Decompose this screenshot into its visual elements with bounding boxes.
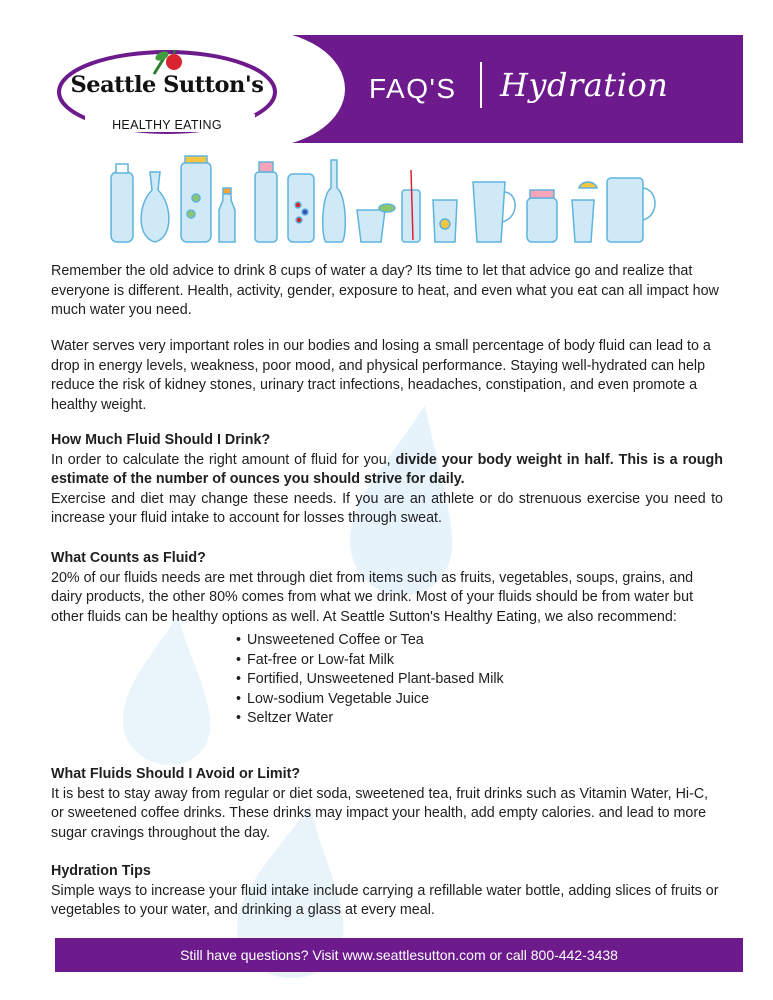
pitcher-icon [473,182,515,242]
section-tips [51,862,723,921]
section-body-2: Exercise and diet may change these needs. If you are an athlete or do strenuous exercise you need to increase your fluid intake to account for losses through sweat. [51,490,723,526]
list-item: • Fat-free or Low-fat Milk [236,651,504,671]
list-item: • Fortified, Unsweetened Plant-based Milk [236,670,504,690]
jar-icon [181,156,211,242]
section-heading: How Much Fluid Should I Drink? [51,432,271,448]
footer-contact-bar: Still have questions? Visit www.seattlesutton.com or call 800-442-3438 [55,938,743,972]
glass-icon [433,200,457,242]
list-item: • Low-sodium Vegetable Juice [236,690,504,710]
body-text-lead: In order to calculate the right amount of fluid for you, [51,451,391,468]
faq-label: FAQ'S [369,73,457,104]
section-body: Simple ways to increase your fluid intake include carrying a refillable water bottle, adding slices of fruits or vegetables to your water, and drinking a glass at every meal. [51,882,719,918]
list-item: • Seltzer Water [236,709,504,729]
brand-name: Seattle Sutton's [70,72,264,98]
bottle-icon [288,174,314,242]
carafe-icon [141,172,169,242]
header-divider [480,62,482,108]
section-heading: Hydration Tips [51,863,151,879]
list-item: • Unsweetened Coffee or Tea [236,631,504,651]
intro-paragraph-2: Water serves very important roles in our bodies and losing a small percentage of body fluid can lead to a drop in energy levels, weakness, poor mood, and physical performance. Staying well-hydrated can help reduce the risk of kidney stones, urinary tract infections, headaches, constipation, and even promote a healthy weight. [51,338,711,413]
jar-icon [527,190,557,242]
water-drop-icon [108,610,228,770]
section-avoid [51,765,723,843]
section-heading: What Counts as Fluid? [51,550,206,566]
glass-icon [402,170,420,242]
brand-logo [0,30,345,148]
sports-bottle-icon [255,162,277,242]
bottle-icon [323,160,346,242]
emphasis-text: divide your body weight in half. This is a rough estimate of the number of ounces you should strive for daily. [51,451,723,487]
glass-icon [357,204,395,242]
section-body: 20% of our fluids needs are met through diet from items such as fruits, vegetables, soups, grains, and dairy products, the other 80% comes from what we drink. Most of your fluids should be from water but other fluids can be healthy options as well. At Seattle Sutton's Healthy Eating, we also recommend: [51,569,694,625]
bottle-icon [111,164,133,242]
recommended-fluids-list [236,631,504,729]
brand-tagline: HEALTHY EATING [112,118,222,132]
section-heading: What Fluids Should I Avoid or Limit? [51,766,301,782]
bottle-icon [219,188,235,242]
cup-icon [572,182,597,242]
section-body [51,451,723,490]
pitcher-icon [607,178,655,242]
section-what-counts [51,549,723,627]
page-title: Hydration [500,66,669,104]
water-bottles-illustration [95,150,675,250]
section-how-much [51,431,723,529]
intro-paragraph: Remember the old advice to drink 8 cups of water a day? Its time to let that advice go and realize that everyone is different. Health, activity, gender, exposure to heat, and even what you eat can all impact how much water you need. [51,263,719,318]
section-body: It is best to stay away from regular or diet soda, sweetened tea, fruit drinks such as Vitamin Water, Hi-C, or sweetened coffee drinks. These drinks may impact your health, add empty calories. and lead to more sugar cravings throughout the day. [51,785,709,841]
